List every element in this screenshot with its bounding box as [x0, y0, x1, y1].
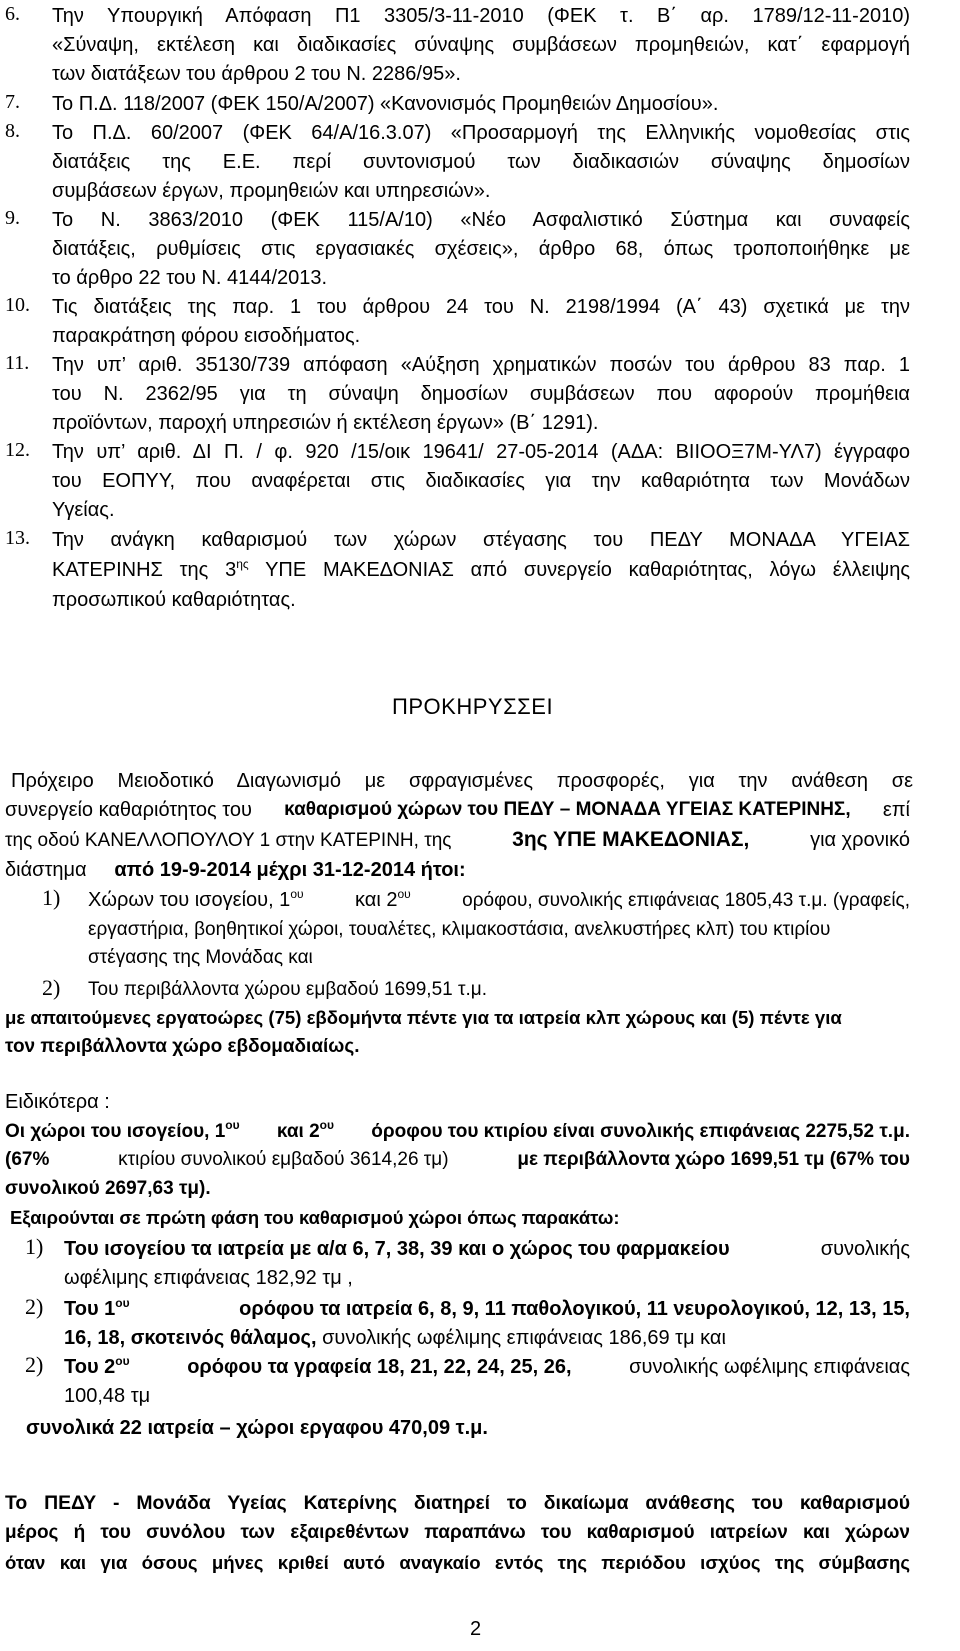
item-text: Την υπ’ αριθ. ΔΙ Π. / φ. 920 /15/οικ 19641/ 27-05-2014 (ΑΔΑ: ΒΙΙΟΟΞ7Μ-ΥΛ7) έγγραφο: [52, 441, 910, 463]
text-part: κτιρίου συνολικού εμβαδού 3614,26 τμ): [118, 1149, 449, 1170]
item-number: 12.: [5, 439, 30, 461]
list-item-text: 100,48 τμ: [64, 1385, 151, 1407]
section-heading: ΠΡΟΚΗΡΥΣΣΕΙ: [392, 694, 554, 719]
text-part: συνολικής: [820, 1238, 910, 1260]
text-part-bold: (67%: [5, 1149, 50, 1170]
text-part: Του 1: [64, 1298, 116, 1320]
paragraph-line: [5, 827, 910, 854]
paragraph-line: συνολικού 2697,63 τμ).: [5, 1178, 211, 1199]
ordinal-superscript: ου: [115, 1296, 130, 1310]
item-text: «Σύναψη, εκτέλεση και διαδικασίες σύναψης συμβάσεων προμηθειών, κατ΄ εφαρμογή: [52, 34, 910, 56]
item-text: Το Ν. 3863/2010 (ΦΕΚ 115/Α/10) «Νέο Ασφαλιστικό Σύστημα και συναφείς: [52, 209, 910, 231]
item-text: Υγείας.: [52, 499, 115, 521]
text-part: επί: [882, 799, 910, 821]
paragraph-line: [5, 1147, 910, 1173]
text-part-bold: 3ης ΥΠΕ ΜΑΚΕΔΟΝΙΑΣ,: [512, 828, 750, 851]
text-part: συνολικής ωφέλιμης επιφάνειας: [629, 1356, 910, 1378]
text-part: [5, 1119, 240, 1145]
item-text: [52, 557, 910, 583]
text-part-bold: από 19-9-2014 μέχρι 31-12-2014 ήτοι:: [114, 859, 466, 881]
item-number: 10.: [5, 294, 30, 316]
list-item-text: [64, 1236, 910, 1262]
paragraph-line: τον περιβάλλοντα χώρο εβδομαδιαίως.: [5, 1036, 360, 1057]
item-text: προσωπικού καθαριότητας.: [52, 589, 296, 611]
text-part: και 2: [355, 889, 398, 911]
item-number: 7.: [5, 91, 20, 113]
text-part-bold: με περιβάλλοντα χώρο 1699,51 τμ (67% του: [517, 1149, 910, 1170]
text-part: [64, 1296, 130, 1322]
text-part: [88, 887, 304, 913]
item-text: των διατάξεων του άρθρου 2 του Ν. 2286/95».: [52, 63, 461, 85]
text-part: συνολικής ωφέλιμης επιφάνειας 186,69 τμ και: [322, 1327, 726, 1349]
item-text: Την Υπουργική Απόφαση Π1 3305/3-11-2010 (ΦΕΚ τ. Β΄ αρ. 1789/12-11-2010): [52, 5, 910, 27]
list-number: 2): [42, 975, 61, 1000]
text-part: [277, 1119, 334, 1145]
list-item-text: [64, 1354, 910, 1380]
text-part: [355, 887, 411, 913]
list-number: 2): [25, 1352, 44, 1377]
total-line: συνολικά 22 ιατρεία – χώροι εργαφου 470,09 τ.μ.: [26, 1417, 488, 1439]
ordinal-superscript: ου: [115, 1354, 130, 1368]
item-text: του Ν. 2362/95 για τη σύναψη δημοσίων συμβάσεων που αφορούν προμήθεια: [52, 383, 910, 405]
text-part-bold: 16, 18, σκοτεινός θάλαμος,: [64, 1327, 317, 1349]
item-number: 6.: [5, 3, 20, 25]
list-number: 1): [25, 1234, 44, 1259]
text-part-bold: [64, 1354, 130, 1380]
item-number: 8.: [5, 120, 20, 142]
paragraph-line: με απαιτούμενες εργατοώρες (75) εβδομήντα πέντε για τα ιατρεία κλπ χώρους και (5) πέντε για: [5, 1007, 842, 1028]
text-part-bold: Του ισογείου τα ιατρεία με α/α 6, 7, 38, 39 και ο χώρος του φαρμακείου: [64, 1238, 730, 1260]
paragraph-line: Εξαιρούνται σε πρώτη φάση του καθαρισμού χώροι όπως παρακάτω:: [10, 1207, 620, 1228]
item-text: συμβάσεων έργων, προμηθειών και υπηρεσιών».: [52, 180, 491, 202]
item-text: Την ανάγκη καθαρισμού των χώρων στέγασης του ΠΕΔΥ ΜΟΝΑΔΑ ΥΓΕΙΑΣ: [52, 529, 910, 551]
item-text: Τις διατάξεις της παρ. 1 του άρθρου 24 του Ν. 2198/1994 (Α΄ 43) σχετικά με την: [52, 296, 910, 318]
list-item-text: εργαστήρια, βοηθητικοί χώροι, τουαλέτες, κλιμακοστάσια, ανελκυστήρες κλπ) του κτιρίου: [88, 919, 831, 940]
paragraph-line: μέρος ή του συνόλου των εξαιρεθέντων παραπάνω του καθαρισμού ιατρείων και χώρων: [5, 1522, 910, 1543]
text-part: Οι χώροι του ισογείου, 1: [5, 1121, 226, 1142]
item-text: Το Π.Δ. 60/2007 (ΦΕΚ 64/Α/16.3.07) «Προσαρμογή της Ελληνικής νομοθεσίας στις: [52, 122, 910, 144]
ordinal-superscript: ης: [236, 557, 249, 571]
text-part: για χρονικό: [810, 829, 910, 851]
list-number: 2): [25, 1294, 44, 1319]
item-number: 9.: [5, 207, 20, 229]
text-part: συνεργείο καθαριότητος του: [5, 799, 252, 821]
paragraph-line: [5, 857, 466, 883]
item-text: διατάξεις της Ε.Ε. περί συντονισμού των διαδικασιών σύναψης δημοσίων: [52, 151, 910, 173]
item-text: του ΕΟΠΥΥ, που αναφέρεται στις διαδικασίες για την καθαριότητα των Μονάδων: [52, 470, 910, 492]
paragraph-line: [5, 1119, 910, 1145]
text-part: Του 2: [64, 1356, 116, 1378]
list-number: 1): [42, 885, 61, 910]
text-part: ορόφου τα ιατρεία 6, 8, 9, 11 παθολογικού, 11 νευρολογικού, 12, 13, 15,: [239, 1298, 910, 1320]
item-text-part: ΚΑΤΕΡΙΝΗΣ της 3: [52, 559, 237, 581]
item-number: 11.: [5, 352, 30, 374]
item-text: προϊόντων, παροχή υπηρεσιών ή εκτέλεση έργων» (Β΄ 1291).: [52, 412, 599, 434]
ordinal-superscript: ου: [319, 1118, 334, 1132]
list-item-text: στέγασης της Μονάδας και: [88, 947, 313, 968]
page-number: 2: [470, 1618, 482, 1640]
ordinal-superscript: ου: [397, 887, 411, 901]
list-item-text: Του περιβάλλοντα χώρου εμβαδού 1699,51 τ.μ.: [88, 979, 488, 1000]
text-part: Χώρων του ισογείου, 1: [88, 889, 291, 911]
text-part: διάστημα: [5, 859, 87, 881]
item-text-part: ΥΠΕ ΜΑΚΕΔΟΝΙΑΣ από συνεργείο καθαριότητας, λόγω έλλειψης: [265, 559, 910, 581]
item-text: Την υπ’ αριθ. 35130/739 απόφαση «Αύξηση χρηματικών ποσών του άρθρου 83 παρ. 1: [52, 354, 910, 376]
text-part-bold: καθαρισμού χώρων του ΠΕΔΥ – ΜΟΝΑΔΑ ΥΓΕΙΑΣ ΚΑΤΕΡΙΝΗΣ,: [284, 799, 851, 820]
paragraph-line: Το ΠΕΔΥ - Μονάδα Υγείας Κατερίνης διατηρεί το δικαίωμα ανάθεσης του καθαρισμού: [5, 1492, 910, 1514]
section-label: Ειδικότερα :: [5, 1091, 110, 1113]
text-part: της οδού ΚΑΝΕΛΛΟΠΟΥΛΟΥ 1 στην ΚΑΤΕΡΙΝΗ, της: [5, 830, 452, 851]
item-text: Το Π.Δ. 118/2007 (ΦΕΚ 150/Α/2007) «Κανονισμός Προμηθειών Δημοσίου».: [52, 93, 719, 115]
text-part: όροφου του κτιρίου είναι συνολικής επιφάνειας 2275,52 τ.μ.: [371, 1121, 910, 1142]
ordinal-superscript: ου: [290, 887, 304, 901]
paragraph-line: όταν και για όσους μήνες κριθεί αυτό αναγκαίο εντός της περιόδου ισχύος της σύμβασης: [5, 1552, 910, 1573]
item-text: το άρθρο 22 του Ν. 4144/2013.: [52, 267, 328, 289]
list-item-text: [64, 1325, 726, 1351]
ordinal-superscript: ου: [225, 1118, 240, 1132]
item-text: παρακράτηση φόρου εισοδήματος.: [52, 325, 361, 347]
paragraph-line: [5, 797, 910, 823]
item-number: 13.: [5, 527, 30, 549]
text-part: και 2: [276, 1121, 320, 1142]
list-item-text: [88, 887, 910, 914]
list-item-text: [64, 1296, 910, 1322]
paragraph-line: Πρόχειρο Μειοδοτικό Διαγωνισμό με σφραγισμένες προσφορές, για την ανάθεση σε: [11, 770, 913, 792]
text-part: ορόφου, συνολικής επιφάνειας 1805,43 τ.μ. (γραφείς,: [462, 890, 910, 911]
text-part-bold: ορόφου τα γραφεία 18, 21, 22, 24, 25, 26,: [187, 1356, 572, 1378]
item-text: διατάξεις, ρυθμίσεις στις εργασιακές σχέσεις», άρθρο 68, όπως τροποποιήθηκε με: [52, 238, 910, 260]
list-item-text: ωφέλιμης επιφάνειας 182,92 τμ ,: [64, 1267, 353, 1289]
